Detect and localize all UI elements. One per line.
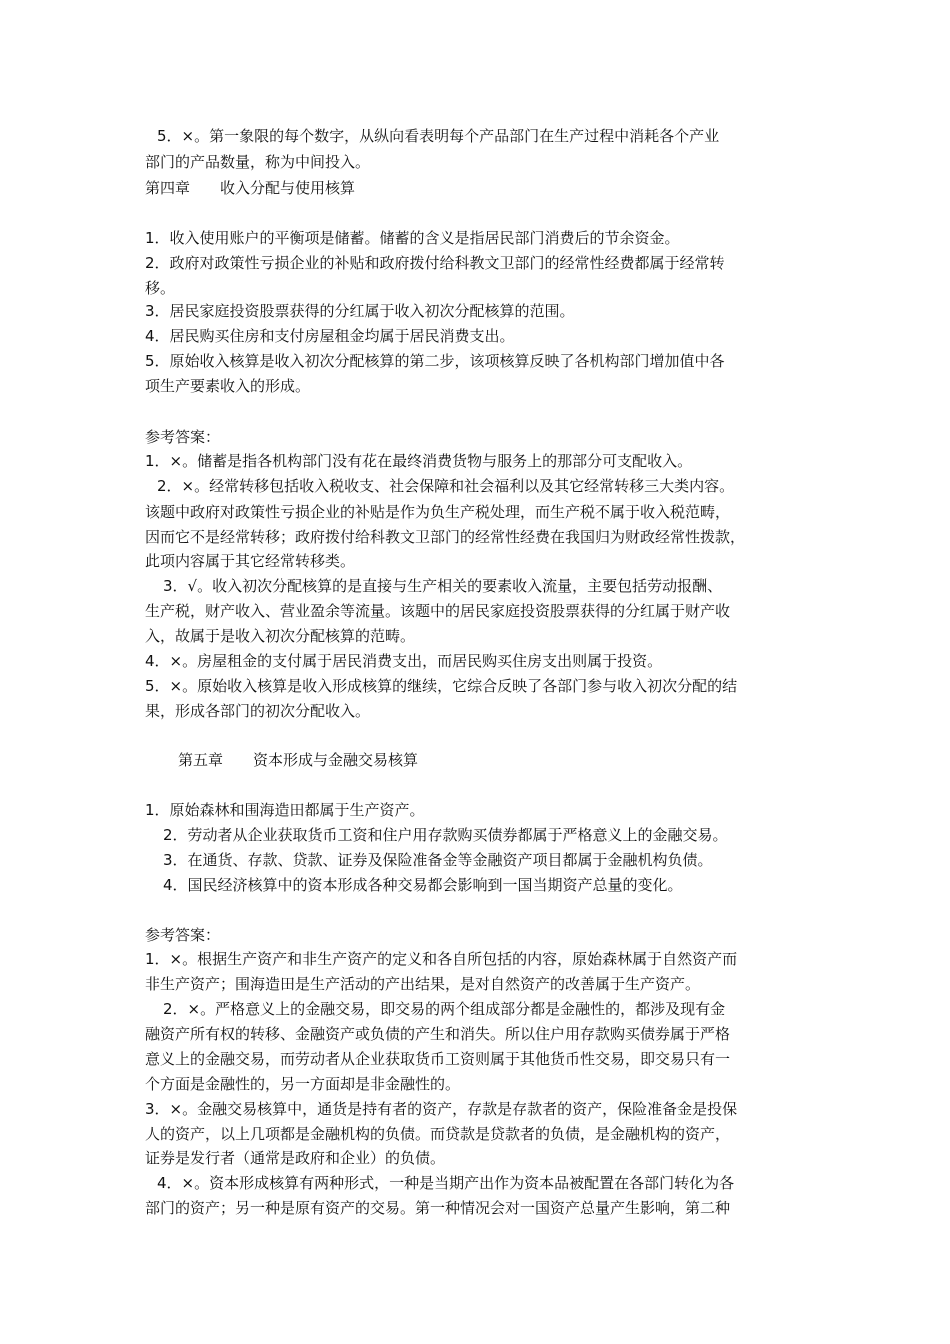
answer-line: 2．×。严格意义上的金融交易，即交易的两个组成部分都是金融性的，都涉及现有金	[163, 1000, 726, 1018]
answer-line: 入，故属于是收入初次分配核算的范畴。	[145, 627, 416, 645]
text-line: 5．×。第一象限的每个数字，从纵向看表明每个产品部门在生产过程中消耗各个产业	[157, 127, 720, 145]
answer-line: 4．×。资本形成核算有两种形式，一种是当期产出作为资本品被配置在各部门转化为各	[157, 1174, 735, 1192]
question-line: 5．原始收入核算是收入初次分配核算的第二步，该项核算反映了各机构部门增加值中各	[145, 352, 725, 370]
answer-line: 3．×。金融交易核算中，通货是持有者的资产，存款是存款者的资产，保险准备金是投保	[145, 1100, 738, 1118]
answer-line: 果，形成各部门的初次分配收入。	[145, 702, 371, 720]
answer-line: 此项内容属于其它经常转移类。	[145, 552, 356, 570]
answer-line: 个方面是金融性的，另一方面却是非金融性的。	[145, 1075, 461, 1093]
answer-line: 生产税，财产收入、营业盈余等流量。该题中的居民家庭投资股票获得的分红属于财产收	[145, 602, 731, 620]
chapter-heading: 第四章 收入分配与使用核算	[145, 179, 356, 197]
text-line: 部门的产品数量，称为中间投入。	[145, 153, 371, 171]
answer-line: 该题中政府对政策性亏损企业的补贴是作为负生产税处理，而生产税不属于收入税范畴，	[145, 503, 731, 521]
answer-line: 4．×。房屋租金的支付属于居民消费支出，而居民购买住房支出则属于投资。	[145, 652, 663, 670]
answer-line: 证券是发行者（通常是政府和企业）的负债。	[145, 1149, 446, 1167]
question-line: 3．在通货、存款、贷款、证券及保险准备金等金融资产项目都属于金融机构负债。	[163, 851, 713, 869]
answer-line: 非生产资产；围海造田是生产活动的产出结果，是对自然资产的改善属于生产资产。	[145, 975, 701, 993]
question-line: 3．居民家庭投资股票获得的分红属于收入初次分配核算的范围。	[145, 302, 575, 320]
question-line: 4．国民经济核算中的资本形成各种交易都会影响到一国当期资产总量的变化。	[163, 876, 683, 894]
answer-line: 1．×。储蓄是指各机构部门没有花在最终消费货物与服务上的那部分可支配收入。	[145, 452, 693, 470]
answer-line: 融资产所有权的转移、金融资产或负债的产生和消失。所以住户用存款购买债券属于严格	[145, 1025, 731, 1043]
answer-title: 参考答案：	[145, 428, 221, 446]
answer-line: 人的资产，以上几项都是金融机构的负债。而贷款是贷款者的负债，是金融机构的资产，	[145, 1125, 731, 1143]
answer-line: 3．√。收入初次分配核算的是直接与生产相关的要素收入流量，主要包括劳动报酬、	[163, 577, 723, 595]
chapter-heading: 第五章 资本形成与金融交易核算	[178, 751, 419, 769]
question-line: 1．收入使用账户的平衡项是储蓄。储蓄的含义是指居民部门消费后的节余资金。	[145, 229, 680, 247]
answer-line: 意义上的金融交易，而劳动者从企业获取货币工资则属于其他货币性交易，即交易只有一	[145, 1050, 731, 1068]
question-line: 4．居民购买住房和支付房屋租金均属于居民消费支出。	[145, 327, 515, 345]
question-line: 项生产要素收入的形成。	[145, 377, 311, 395]
question-line: 2．政府对政策性亏损企业的补贴和政府拨付给科教文卫部门的经常性经费都属于经常转	[145, 254, 725, 272]
answer-title: 参考答案：	[145, 926, 221, 944]
question-line: 1．原始森林和围海造田都属于生产资产。	[145, 801, 425, 819]
question-line: 2．劳动者从企业获取货币工资和住户用存款购买债券都属于严格意义上的金融交易。	[163, 826, 728, 844]
question-line: 移。	[145, 279, 176, 297]
answer-line: 2．×。经常转移包括收入税收支、社会保障和社会福利以及其它经常转移三大类内容。	[157, 477, 735, 495]
answer-line: 因而它不是经常转移；政府拨付给科教文卫部门的经常性经费在我国归为财政经常性拨款，	[145, 528, 746, 546]
answer-line: 部门的资产；另一种是原有资产的交易。第一种情况会对一国资产总量产生影响，第二种	[145, 1199, 731, 1217]
answer-line: 1．×。根据生产资产和非生产资产的定义和各自所包括的内容，原始森林属于自然资产而	[145, 950, 738, 968]
answer-line: 5．×。原始收入核算是收入形成核算的继续，它综合反映了各部门参与收入初次分配的结	[145, 677, 738, 695]
